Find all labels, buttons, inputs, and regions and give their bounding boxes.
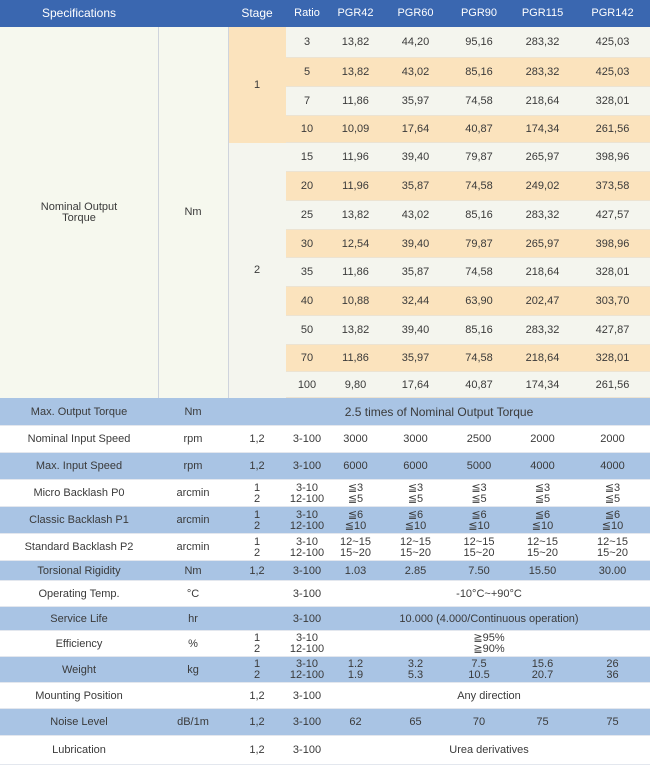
spec-stage-line: 2 xyxy=(253,519,261,532)
spec-ratio xyxy=(286,581,328,607)
value-cell: 174,34 xyxy=(525,378,560,391)
value-cell-line: 15~20 xyxy=(340,546,371,559)
value-cell-line: 2000 xyxy=(600,433,625,445)
value-cell: 43,02 xyxy=(401,66,430,78)
value-cell xyxy=(575,453,650,480)
value-cell-line: ≦5 xyxy=(407,492,424,505)
spec-ratio-line: 12-100 xyxy=(289,519,325,532)
spec-ratio-line: 3-100 xyxy=(292,716,322,728)
nominal-label-line2: Torque xyxy=(62,211,96,224)
value-cell: 218,64 xyxy=(525,95,560,107)
spec-ratio-line: 3-10 xyxy=(295,632,319,644)
value-cell-line: 7.50 xyxy=(468,564,490,577)
value-cell-line: ≦6 xyxy=(604,508,621,521)
value-cell-line: ≦3 xyxy=(347,481,364,494)
spec-stage-line: 1,2 xyxy=(249,460,265,472)
value-cell-line: 4000 xyxy=(530,460,555,472)
spec-unit: kg xyxy=(187,663,199,676)
value-cell-line: 75 xyxy=(606,716,619,728)
spec-ratio-line: 12-100 xyxy=(289,492,325,505)
spec-stage xyxy=(228,561,286,581)
value-cell: 85,16 xyxy=(465,66,493,78)
value-cell-line: ≦5 xyxy=(347,492,364,505)
value-cell xyxy=(383,480,448,507)
spec-label: Efficiency xyxy=(55,637,103,650)
spec-stage-line: 1,2 xyxy=(249,716,265,728)
spec-label: Lubrication xyxy=(52,744,106,756)
spec-ratio xyxy=(286,534,328,561)
ratio-cell: 25 xyxy=(300,209,314,221)
value-cell: 283,32 xyxy=(525,209,560,221)
value-cell-line: 2500 xyxy=(466,433,492,445)
value-cell: 283,32 xyxy=(525,324,560,336)
value-cell xyxy=(510,453,575,480)
spec-label: Torsional Rigidity xyxy=(37,564,121,577)
value-cell-line: 2000 xyxy=(530,433,555,445)
value-cell: 79,87 xyxy=(465,237,493,250)
spec-unit: °C xyxy=(186,587,200,600)
spec-stage-line: 1 xyxy=(253,632,261,644)
spec-ratio-line: 3-100 xyxy=(292,744,322,756)
spec-stage xyxy=(228,736,286,765)
value-cell-line: 3000 xyxy=(403,433,428,445)
spec-span-value: Urea derivatives xyxy=(449,744,529,756)
spec-stage-line: 1,2 xyxy=(249,744,265,756)
ratio-cell: 30 xyxy=(300,237,314,250)
value-cell: 261,56 xyxy=(595,123,630,135)
value-cell xyxy=(328,709,383,736)
spec-stage-line: 1,2 xyxy=(249,433,265,445)
value-cell: 427,57 xyxy=(595,209,630,221)
spec-span-value: 10.000 (4.000/Continuous operation) xyxy=(399,612,579,625)
spec-stage xyxy=(228,709,286,736)
value-cell-line: 15~20 xyxy=(463,546,495,559)
value-cell-line: 15.50 xyxy=(528,564,557,577)
value-cell: 74,58 xyxy=(465,95,493,107)
value-cell-line: 15~20 xyxy=(400,546,431,559)
value-cell-line: ≦5 xyxy=(534,492,551,505)
value-cell-line: 12~15 xyxy=(340,535,371,548)
spec-unit: arcmin xyxy=(176,514,210,526)
value-cell-line: 6000 xyxy=(403,460,428,472)
header-stage: Stage xyxy=(228,0,286,27)
nominal-label-line1: Nominal Output xyxy=(40,200,118,213)
value-cell-line: 62 xyxy=(349,716,362,728)
value-cell-line: 5.3 xyxy=(407,669,424,681)
value-cell-line: 12~15 xyxy=(463,535,495,548)
nominal-stage-1: 1 xyxy=(228,27,286,143)
value-cell-line: 5000 xyxy=(466,460,492,472)
value-cell xyxy=(383,534,448,561)
value-cell xyxy=(448,426,510,453)
value-cell xyxy=(510,534,575,561)
spec-label: Service Life xyxy=(50,612,108,625)
value-cell: 17,64 xyxy=(401,123,430,135)
value-cell: 35,97 xyxy=(401,95,430,107)
value-cell xyxy=(328,561,383,581)
spec-stage xyxy=(228,453,286,480)
header-specifications: Specifications xyxy=(0,0,158,27)
value-cell-line: ≦3 xyxy=(534,481,551,494)
value-cell: 39,40 xyxy=(401,151,430,163)
spec-stage-line: 1 xyxy=(253,658,261,670)
value-cell-line: ≦6 xyxy=(471,508,487,521)
value-cell xyxy=(328,507,383,534)
value-cell xyxy=(328,657,383,683)
value-cell-line: 36 xyxy=(606,669,619,681)
value-cell-line: 12~15 xyxy=(597,535,628,548)
value-cell xyxy=(448,453,510,480)
value-cell-line: ≦10 xyxy=(531,519,554,532)
value-cell xyxy=(510,480,575,507)
header-unit xyxy=(158,0,228,27)
value-cell: 249,02 xyxy=(525,180,560,192)
value-cell xyxy=(510,561,575,581)
spec-unit: % xyxy=(188,637,198,650)
ratio-cell: 10 xyxy=(300,123,314,135)
spec-ratio-line: 12-100 xyxy=(289,643,325,655)
nominal-stage-2: 2 xyxy=(228,143,286,398)
value-cell: 11,96 xyxy=(342,151,369,163)
value-cell-line: 15~20 xyxy=(527,546,558,559)
ratio-cell: 5 xyxy=(303,66,311,78)
value-cell: 283,32 xyxy=(525,36,560,48)
value-cell-line: 1.03 xyxy=(344,564,367,577)
value-cell: 74,58 xyxy=(465,266,493,278)
value-cell: 44,20 xyxy=(401,36,430,48)
spec-ratio-line: 3-10 xyxy=(295,658,319,670)
spec-stage xyxy=(228,426,286,453)
value-cell-line: ≦6 xyxy=(407,508,424,521)
value-cell xyxy=(448,561,510,581)
spec-unit: Nm xyxy=(184,405,202,418)
value-cell-line: ≦6 xyxy=(347,508,364,521)
value-cell: 303,70 xyxy=(595,295,630,307)
value-cell: 11,96 xyxy=(342,180,369,192)
value-cell: 74,58 xyxy=(465,352,493,364)
value-cell-line: 12~15 xyxy=(527,535,558,548)
header-pgr90: PGR90 xyxy=(448,0,510,27)
value-cell: 328,01 xyxy=(595,95,630,107)
spec-stage xyxy=(228,507,286,534)
value-cell-line: 30.00 xyxy=(598,564,627,577)
value-cell: 265,97 xyxy=(525,151,560,163)
value-cell-line: 3000 xyxy=(343,433,368,445)
spec-span-value: Any direction xyxy=(457,689,521,702)
value-cell: 328,01 xyxy=(595,352,630,364)
value-cell xyxy=(575,561,650,581)
spec-stage xyxy=(228,657,286,683)
value-cell-line: ≦5 xyxy=(471,492,487,505)
value-cell-line: 65 xyxy=(409,716,422,728)
value-cell xyxy=(575,507,650,534)
value-cell xyxy=(448,480,510,507)
ratio-cell: 3 xyxy=(303,36,311,48)
value-cell: 328,01 xyxy=(595,266,630,278)
value-cell xyxy=(448,709,510,736)
header-pgr60: PGR60 xyxy=(383,0,448,27)
spec-stage-line: 1 xyxy=(253,481,261,494)
spec-ratio xyxy=(286,709,328,736)
value-cell: 10,88 xyxy=(341,295,370,307)
value-cell-line: 15.6 xyxy=(531,658,554,670)
spec-ratio-line: 3-100 xyxy=(292,433,322,445)
value-cell: 35,87 xyxy=(401,180,430,192)
value-cell xyxy=(448,534,510,561)
ratio-cell: 20 xyxy=(300,180,314,192)
value-cell xyxy=(383,507,448,534)
spec-label: Weight xyxy=(61,663,97,676)
value-cell-line: 75 xyxy=(536,716,549,728)
spec-ratio-line: 3-10 xyxy=(295,481,319,494)
value-cell xyxy=(328,453,383,480)
spec-stage-line: 1,2 xyxy=(249,564,265,577)
value-cell: 11,86 xyxy=(342,95,369,107)
spec-ratio xyxy=(286,426,328,453)
value-cell: 11,86 xyxy=(342,266,369,278)
header-pgr115: PGR115 xyxy=(510,0,575,27)
spec-unit: rpm xyxy=(183,460,203,472)
spec-label: Max. Output Torque xyxy=(30,405,128,418)
value-cell: 425,03 xyxy=(595,66,630,78)
value-cell-line: 70 xyxy=(472,716,486,728)
spec-label: Nominal Input Speed xyxy=(27,433,131,445)
value-cell-line: ≦3 xyxy=(407,481,424,494)
value-cell: 398,96 xyxy=(595,237,630,250)
ratio-cell: 50 xyxy=(300,324,314,336)
value-cell-line: ≦10 xyxy=(344,519,367,532)
spec-ratio xyxy=(286,631,328,657)
divider xyxy=(228,27,229,398)
value-cell-line: 1.9 xyxy=(347,669,364,681)
spec-stage xyxy=(228,683,286,709)
divider xyxy=(158,27,159,398)
value-cell: 218,64 xyxy=(525,266,560,278)
spec-label: Mounting Position xyxy=(35,689,123,702)
value-cell: 95,16 xyxy=(465,36,493,48)
value-cell: 79,87 xyxy=(465,151,493,163)
value-cell: 425,03 xyxy=(595,36,630,48)
value-cell xyxy=(448,657,510,683)
spec-stage xyxy=(228,534,286,561)
spec-stage-line: 2 xyxy=(253,492,261,505)
value-cell: 35,97 xyxy=(401,352,430,364)
value-cell: 398,96 xyxy=(595,151,630,163)
spec-unit: arcmin xyxy=(176,541,210,553)
spec-ratio xyxy=(286,736,328,765)
value-cell-line: 10.5 xyxy=(468,669,490,681)
ratio-cell: 35 xyxy=(300,266,314,278)
value-cell-line: 3.2 xyxy=(407,658,424,670)
value-cell xyxy=(383,709,448,736)
value-cell: 39,40 xyxy=(401,324,430,336)
value-cell: 85,16 xyxy=(465,209,493,221)
value-cell: 74,58 xyxy=(465,180,493,192)
spec-ratio-line: 3-100 xyxy=(292,460,322,472)
value-cell: 283,32 xyxy=(525,66,560,78)
ratio-cell: 100 xyxy=(297,378,317,391)
value-cell-line: 15~20 xyxy=(597,546,628,559)
spec-unit: hr xyxy=(188,612,198,625)
value-cell-line: 20.7 xyxy=(531,669,554,681)
ratio-cell: 15 xyxy=(300,151,314,163)
nominal-output-torque-label xyxy=(0,27,158,398)
spec-ratio xyxy=(286,561,328,581)
value-cell-line: 26 xyxy=(606,658,619,670)
spec-stage-line: 1 xyxy=(253,508,261,521)
spec-stage-line: 2 xyxy=(253,546,261,559)
value-cell xyxy=(510,657,575,683)
value-cell xyxy=(575,709,650,736)
spec-stage xyxy=(228,631,286,657)
value-cell: 13,82 xyxy=(341,36,370,48)
spec-label: Operating Temp. xyxy=(38,587,120,600)
spec-ratio-line: 3-10 xyxy=(295,535,319,548)
value-cell: 427,87 xyxy=(595,324,630,336)
value-cell-line: ≦3 xyxy=(471,481,487,494)
spec-label: Max. Input Speed xyxy=(35,460,123,472)
spec-label: Standard Backlash P2 xyxy=(24,541,134,553)
spec-ratio xyxy=(286,657,328,683)
value-cell: 12,54 xyxy=(341,237,370,250)
value-cell xyxy=(328,426,383,453)
value-cell xyxy=(383,426,448,453)
value-cell-line: 6000 xyxy=(343,460,368,472)
value-cell xyxy=(328,480,383,507)
value-cell: 39,40 xyxy=(401,237,430,250)
value-cell: 40,87 xyxy=(465,378,493,391)
value-cell xyxy=(510,426,575,453)
spec-ratio xyxy=(286,683,328,709)
value-cell: 10,09 xyxy=(341,123,370,135)
spec-stage xyxy=(228,480,286,507)
ratio-cell: 40 xyxy=(300,295,314,307)
value-cell: 174,34 xyxy=(525,123,560,135)
value-cell: 265,97 xyxy=(525,237,560,250)
spec-unit: dB/1m xyxy=(177,716,209,728)
spec-ratio-line: 12-100 xyxy=(289,669,325,681)
value-cell-line: ≦10 xyxy=(601,519,624,532)
value-cell: 13,82 xyxy=(341,209,370,221)
spec-label: Micro Backlash P0 xyxy=(33,487,125,499)
spec-span-value: 2.5 times of Nominal Output Torque xyxy=(344,404,534,419)
value-cell xyxy=(575,534,650,561)
spec-ratio xyxy=(286,480,328,507)
spec-unit: arcmin xyxy=(176,487,210,499)
value-cell xyxy=(448,507,510,534)
value-cell: 43,02 xyxy=(401,209,430,221)
value-cell: 40,87 xyxy=(465,123,493,135)
spec-ratio-line: 3-100 xyxy=(292,587,322,600)
spec-ratio-line: 3-100 xyxy=(292,612,322,625)
value-cell-line: ≦6 xyxy=(534,508,551,521)
value-cell xyxy=(383,657,448,683)
spec-ratio-line: 3-10 xyxy=(295,508,319,521)
value-cell-line: 1.2 xyxy=(347,658,364,670)
value-cell xyxy=(510,709,575,736)
value-cell: 373,58 xyxy=(595,180,630,192)
value-cell: 9,80 xyxy=(344,378,367,391)
value-cell: 63,90 xyxy=(465,295,493,307)
spec-label: Classic Backlash P1 xyxy=(29,514,129,526)
value-cell: 32,44 xyxy=(401,295,430,307)
ratio-cell: 70 xyxy=(300,352,314,364)
spec-unit xyxy=(158,736,228,765)
value-cell: 13,82 xyxy=(341,66,370,78)
value-cell-line: ≦10 xyxy=(468,519,490,532)
spec-ratio xyxy=(286,453,328,480)
spec-unit xyxy=(158,683,228,709)
value-cell: 85,16 xyxy=(465,324,493,336)
value-cell-line: 4000 xyxy=(600,460,625,472)
spec-stage xyxy=(228,581,286,607)
value-cell xyxy=(575,657,650,683)
value-cell: 202,47 xyxy=(525,295,560,307)
value-cell-line: ≦5 xyxy=(604,492,621,505)
value-cell: 11,86 xyxy=(342,352,369,364)
value-cell xyxy=(575,480,650,507)
spec-span-value: -10°C~+90°C xyxy=(456,587,522,600)
ratio-cell: 7 xyxy=(303,95,311,107)
spec-ratio xyxy=(286,607,328,631)
spec-ratio-line: 3-100 xyxy=(292,564,322,577)
value-cell xyxy=(383,453,448,480)
value-cell xyxy=(328,534,383,561)
value-cell: 261,56 xyxy=(595,378,630,391)
spec-ratio-line: 12-100 xyxy=(289,546,325,559)
spec-unit: Nm xyxy=(184,564,202,577)
spec-span-value-line: ≧90% xyxy=(473,643,505,655)
spec-stage-line: 2 xyxy=(253,669,261,681)
nominal-unit: Nm xyxy=(158,27,228,398)
header-pgr142: PGR142 xyxy=(575,0,650,27)
spec-stage-line: 1,2 xyxy=(249,689,265,702)
spec-stage-line: 2 xyxy=(253,643,261,655)
value-cell xyxy=(383,561,448,581)
value-cell: 13,82 xyxy=(341,324,370,336)
spec-ratio xyxy=(286,507,328,534)
value-cell xyxy=(575,426,650,453)
header-ratio: Ratio xyxy=(286,0,328,27)
value-cell-line: 12~15 xyxy=(400,535,431,548)
value-cell-line: ≦3 xyxy=(604,481,621,494)
header-pgr42: PGR42 xyxy=(328,0,383,27)
spec-ratio-line: 3-100 xyxy=(292,689,322,702)
spec-span-value-line: ≧95% xyxy=(473,632,505,644)
spec-label: Noise Level xyxy=(50,716,108,728)
spec-stage xyxy=(228,607,286,631)
spec-unit: rpm xyxy=(183,433,203,445)
spec-stage-line: 1 xyxy=(253,535,261,548)
value-cell: 218,64 xyxy=(525,352,560,364)
value-cell xyxy=(510,507,575,534)
value-cell-line: ≦10 xyxy=(404,519,427,532)
value-cell: 35,87 xyxy=(401,266,430,278)
value-cell: 17,64 xyxy=(401,378,430,391)
value-cell-line: 7.5 xyxy=(471,658,487,670)
spec-span-value xyxy=(328,631,650,657)
value-cell-line: 2.85 xyxy=(404,564,427,577)
